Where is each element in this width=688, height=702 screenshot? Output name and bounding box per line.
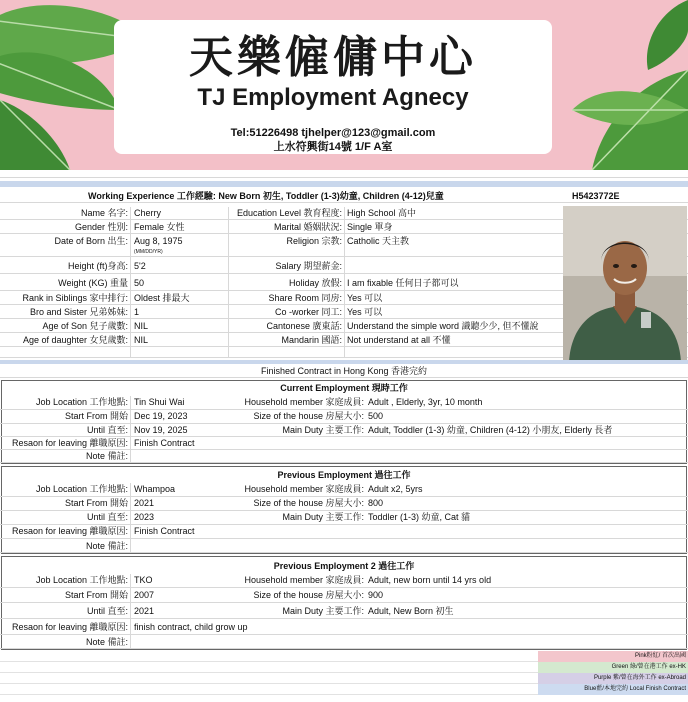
marital-value: Single 單身	[347, 222, 393, 232]
start-label: Start From 開始	[64, 498, 128, 508]
holiday-value: I am fixable 任何日子都可以	[347, 278, 459, 288]
contact-line: Tel:51226498 tjhelper@123@gmail.com	[230, 127, 436, 139]
agency-contact	[114, 126, 552, 154]
note-label: Note 備註:	[85, 541, 128, 551]
house-size-label: Size of the house 房屋大小:	[253, 411, 364, 421]
coworker-label: Co -worker 同工:	[274, 307, 342, 317]
son-age-value: NIL	[134, 321, 149, 331]
household-label: Household member 家庭成員:	[244, 575, 364, 585]
grid-divider	[130, 483, 131, 553]
job-row	[0, 410, 688, 424]
start-label: Start From 開始	[64, 411, 128, 421]
leaving-reason-label: Resaon for leaving 離職原因:	[11, 622, 128, 632]
grid-divider	[130, 396, 131, 463]
job-row	[0, 483, 688, 497]
household-label: Household member 家庭成員:	[244, 484, 364, 494]
cantonese-value: Understand the simple word 識聽少少, 但不懂說	[347, 321, 539, 331]
job-row	[0, 620, 688, 635]
daughter-age-value: NIL	[134, 335, 149, 345]
mandarin-value: Not understand at all 不懂	[347, 335, 451, 345]
job-location-label: Job Location 工作地點:	[35, 484, 128, 494]
agency-english-name: TJ Employment Agnecy	[197, 84, 469, 111]
agency-banner	[0, 0, 688, 170]
education-label: Education Level 教育程度:	[236, 208, 342, 218]
job-title: Current Employment 現時工作	[280, 383, 408, 393]
status-row	[0, 364, 688, 378]
leaving-reason-value: finish contract, child grow up	[134, 622, 248, 632]
grid-divider	[130, 207, 131, 358]
gender-value: Female 女性	[134, 222, 185, 232]
spacer-row	[0, 170, 688, 178]
legend-green: Green 綠/曾在港工作 ex-HK	[538, 662, 688, 673]
dob-label: Date of Born 出生:	[54, 236, 128, 246]
until-label: Until 直至:	[86, 425, 128, 435]
leaving-reason-label: Resaon for leaving 離職原因:	[11, 526, 128, 536]
grid-divider	[228, 207, 229, 358]
start-label: Start From 開始	[64, 590, 128, 600]
legend-blue: Blue藍/本地完約 Local Finish Contract	[538, 684, 688, 695]
job-location-label: Job Location 工作地點:	[35, 397, 128, 407]
experience-heading-row	[0, 189, 688, 203]
job-row	[0, 636, 688, 649]
weight-label: Weight (KG) 重量	[58, 278, 128, 288]
candidate-photo	[563, 206, 687, 362]
address-line: 上水符興街14號 1/F A室	[273, 141, 393, 153]
holiday-label: Holiday 放假:	[288, 278, 342, 288]
salary-label: Salary 期望薪金:	[275, 261, 342, 271]
job-row	[0, 589, 688, 603]
share-room-value: Yes 可以	[347, 293, 383, 303]
siblings-label: Bro and Sister 兄弟姊妹:	[29, 307, 128, 317]
job-location-value: TKO	[134, 575, 153, 585]
note-label: Note 備註:	[85, 637, 128, 647]
leaving-reason-value: Finish Contract	[134, 526, 195, 536]
religion-label: Religion 宗教:	[286, 236, 342, 246]
name-label: Name 名字:	[80, 208, 128, 218]
tropical-leaf-right-icon	[552, 0, 688, 170]
contract-status: Finished Contract in Hong Kong 香港完約	[260, 366, 428, 376]
experience-heading: Working Experience 工作經驗: New Born 初生, Toddler (1-3)幼童, Children (4-12)兒童	[88, 191, 444, 201]
job-row	[0, 574, 688, 588]
job-row	[0, 540, 688, 553]
leaving-reason-label: Resaon for leaving 離職原因:	[11, 438, 128, 448]
house-size-value: 900	[368, 590, 384, 600]
note-label: Note 備註:	[85, 451, 128, 461]
rank-value: Oldest 排最大	[134, 293, 190, 303]
start-value: Dec 19, 2023	[134, 411, 188, 421]
blue-band	[0, 181, 688, 187]
agency-chinese-name: 天樂僱傭中心	[189, 32, 477, 83]
height-value: 5'2	[134, 261, 146, 271]
marital-label: Marital 婚姻狀況:	[273, 222, 342, 232]
dob-format: (MM/DD/YR)	[134, 249, 163, 255]
job-row	[0, 525, 688, 539]
job-row	[0, 437, 688, 450]
grid-divider	[130, 574, 131, 649]
house-size-label: Size of the house 房屋大小:	[253, 590, 364, 600]
main-duty-label: Main Duty 主要工作:	[282, 606, 364, 616]
household-value: Adult, new born until 14 yrs old	[368, 575, 492, 585]
mandarin-label: Mandarin 國語:	[281, 335, 342, 345]
job-row	[0, 424, 688, 437]
job-title: Previous Employment 過往工作	[277, 470, 411, 480]
legend-pink: Pink粉紅/ 首次出國	[538, 651, 688, 662]
main-duty-value: Adult, New Born 初生	[368, 606, 454, 616]
start-value: 2007	[134, 590, 155, 600]
height-label: Height (ft)身高:	[67, 261, 128, 271]
job-location-value: Tin Shui Wai	[134, 397, 185, 407]
job-location-value: Whampoa	[134, 484, 176, 494]
job-row	[0, 396, 688, 410]
gender-label: Gender 性別:	[74, 222, 128, 232]
son-age-label: Age of Son 兒子歲數:	[42, 321, 128, 331]
until-label: Until 直至:	[86, 606, 128, 616]
grid-divider	[344, 207, 345, 358]
siblings-value: 1	[134, 307, 140, 317]
job-location-label: Job Location 工作地點:	[35, 575, 128, 585]
share-room-label: Share Room 同房:	[268, 293, 342, 303]
until-label: Until 直至:	[86, 512, 128, 522]
education-value: High School 高中	[347, 208, 417, 218]
main-duty-value: Adult, Toddler (1-3) 幼童, Children (4-12) 小朋友, Elderly 長者	[368, 425, 613, 435]
rank-label: Rank in Siblings 家中排行:	[22, 293, 128, 303]
household-label: Household member 家庭成員:	[244, 397, 364, 407]
dob-value: Aug 8, 1975	[134, 236, 183, 246]
coworker-value: Yes 可以	[347, 307, 383, 317]
house-size-label: Size of the house 房屋大小:	[253, 498, 364, 508]
until-value: 2023	[134, 512, 155, 522]
leaving-reason-value: Finish Contract	[134, 438, 195, 448]
until-value: Nov 19, 2025	[134, 425, 188, 435]
candidate-code: H5423772E	[572, 191, 620, 201]
legend-purple: Purple 紫/曾在海外工作 ex-Abroad	[538, 673, 688, 684]
house-size-value: 800	[368, 498, 384, 508]
household-value: Adult x2, 5yrs	[368, 484, 423, 494]
job-row	[0, 511, 688, 525]
main-duty-value: Toddler (1-3) 幼童, Cat 貓	[368, 512, 471, 522]
job-title: Previous Employment 2 過往工作	[273, 561, 415, 571]
job-row	[0, 450, 688, 463]
house-size-value: 500	[368, 411, 384, 421]
main-duty-label: Main Duty 主要工作:	[282, 425, 364, 435]
start-value: 2021	[134, 498, 155, 508]
household-value: Adult , Elderly, 3yr, 10 month	[368, 397, 483, 407]
until-value: 2021	[134, 606, 155, 616]
job-row	[0, 497, 688, 511]
religion-value: Catholic 天主教	[347, 236, 410, 246]
weight-value: 50	[134, 278, 145, 288]
daughter-age-label: Age of daughter 女兒歲數:	[22, 335, 128, 345]
job-row	[0, 604, 688, 619]
cantonese-label: Cantonese 廣東話:	[266, 321, 342, 331]
name-value: Cherry	[134, 208, 162, 218]
main-duty-label: Main Duty 主要工作:	[282, 512, 364, 522]
